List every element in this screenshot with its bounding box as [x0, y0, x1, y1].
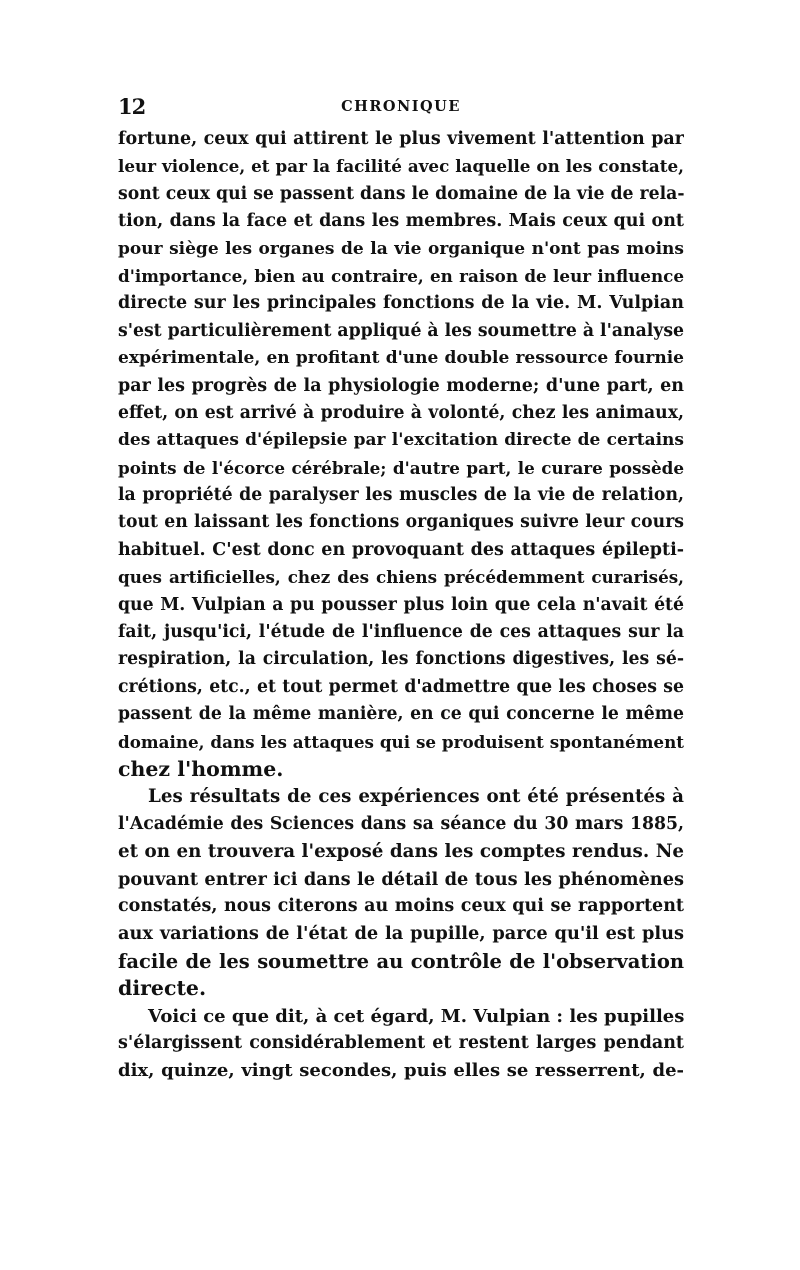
text-line: sont ceux qui se passent dans le domaine de la vie de rela- — [118, 183, 684, 204]
page-header — [118, 94, 684, 120]
text-line: des attaques d'épilepsie par l'excitation directe de certains — [118, 430, 684, 451]
text-line: points de l'écorce cérébrale; d'autre part, le curare possède — [118, 457, 684, 478]
running-title: CHRONIQUE — [341, 98, 461, 115]
text-line: dix, quinze, vingt secondes, puis elles se resserrent, de- — [118, 1060, 684, 1082]
text-line: fait, jusqu'ici, l'étude de l'influence de ces attaques sur la — [118, 622, 684, 643]
text-line: par les progrès de la physiologie moderne; d'une part, en — [118, 375, 684, 396]
paragraph-start-line: Voici ce que dit, à cet égard, M. Vulpian : les pupilles — [148, 1005, 684, 1027]
text-line: constatés, nous citerons au moins ceux qui se rapportent — [118, 895, 684, 916]
text-line: la propriété de paralyser les muscles de la vie de relation, — [118, 485, 684, 506]
text-line: pour siège les organes de la vie organique n'ont pas moins — [118, 238, 684, 259]
text-line: et on en trouvera l'exposé dans les comptes rendus. Ne — [118, 841, 684, 863]
text-line: s'est particulièrement appliqué à les soumettre à l'analyse — [118, 320, 684, 341]
text-line: passent de la même manière, en ce qui concerne le même — [118, 704, 684, 725]
paragraph-end-line: chez l'homme. — [118, 756, 284, 781]
text-line: respiration, la circulation, les fonctions digestives, les sé- — [118, 649, 684, 670]
text-line: tout en laissant les fonctions organiques suivre leur cours — [118, 512, 684, 533]
text-line: aux variations de l'état de la pupille, parce qu'il est plus — [118, 923, 684, 945]
text-line: ques artificielles, chez des chiens précédemment curarisés, — [118, 567, 684, 588]
text-line: crétions, etc., et tout permet d'admettre que les choses se — [118, 676, 684, 697]
text-line: domaine, dans les attaques qui se produisent spontanément — [118, 731, 684, 752]
text-line: l'Académie des Sciences dans sa séance du 30 mars 1885, — [118, 813, 684, 834]
paragraph-end-line: directe. — [118, 976, 207, 1001]
body-text — [118, 126, 684, 1085]
text-line: habituel. C'est donc en provoquant des attaques épilepti- — [118, 539, 684, 560]
text-line: pouvant entrer ici dans le détail de tous les phénomènes — [118, 868, 684, 890]
text-line: s'élargissent considérablement et restent larges pendant — [118, 1032, 684, 1053]
paragraph-start-line: Les résultats de ces expériences ont été présentés à — [148, 786, 684, 808]
text-line: effet, on est arrivé à produire à volonté, chez les animaux, — [118, 402, 684, 423]
text-line: d'importance, bien au contraire, en raison de leur influence — [118, 265, 684, 286]
text-line: tion, dans la face et dans les membres. Mais ceux qui ont — [118, 211, 684, 232]
page-number: 12 — [118, 94, 146, 119]
text-line: que M. Vulpian a pu pousser plus loin que cela n'avait été — [118, 594, 684, 615]
text-line: fortune, ceux qui attirent le plus vivement l'attention par — [118, 129, 684, 149]
text-line: facile de les soumettre au contrôle de l'observation — [118, 949, 684, 973]
text-line: directe sur les principales fonctions de la vie. M. Vulpian — [118, 293, 684, 314]
text-line: expérimentale, en profitant d'une double ressource fournie — [118, 348, 684, 369]
text-line: leur violence, et par la facilité avec laquelle on les constate, — [118, 156, 684, 177]
